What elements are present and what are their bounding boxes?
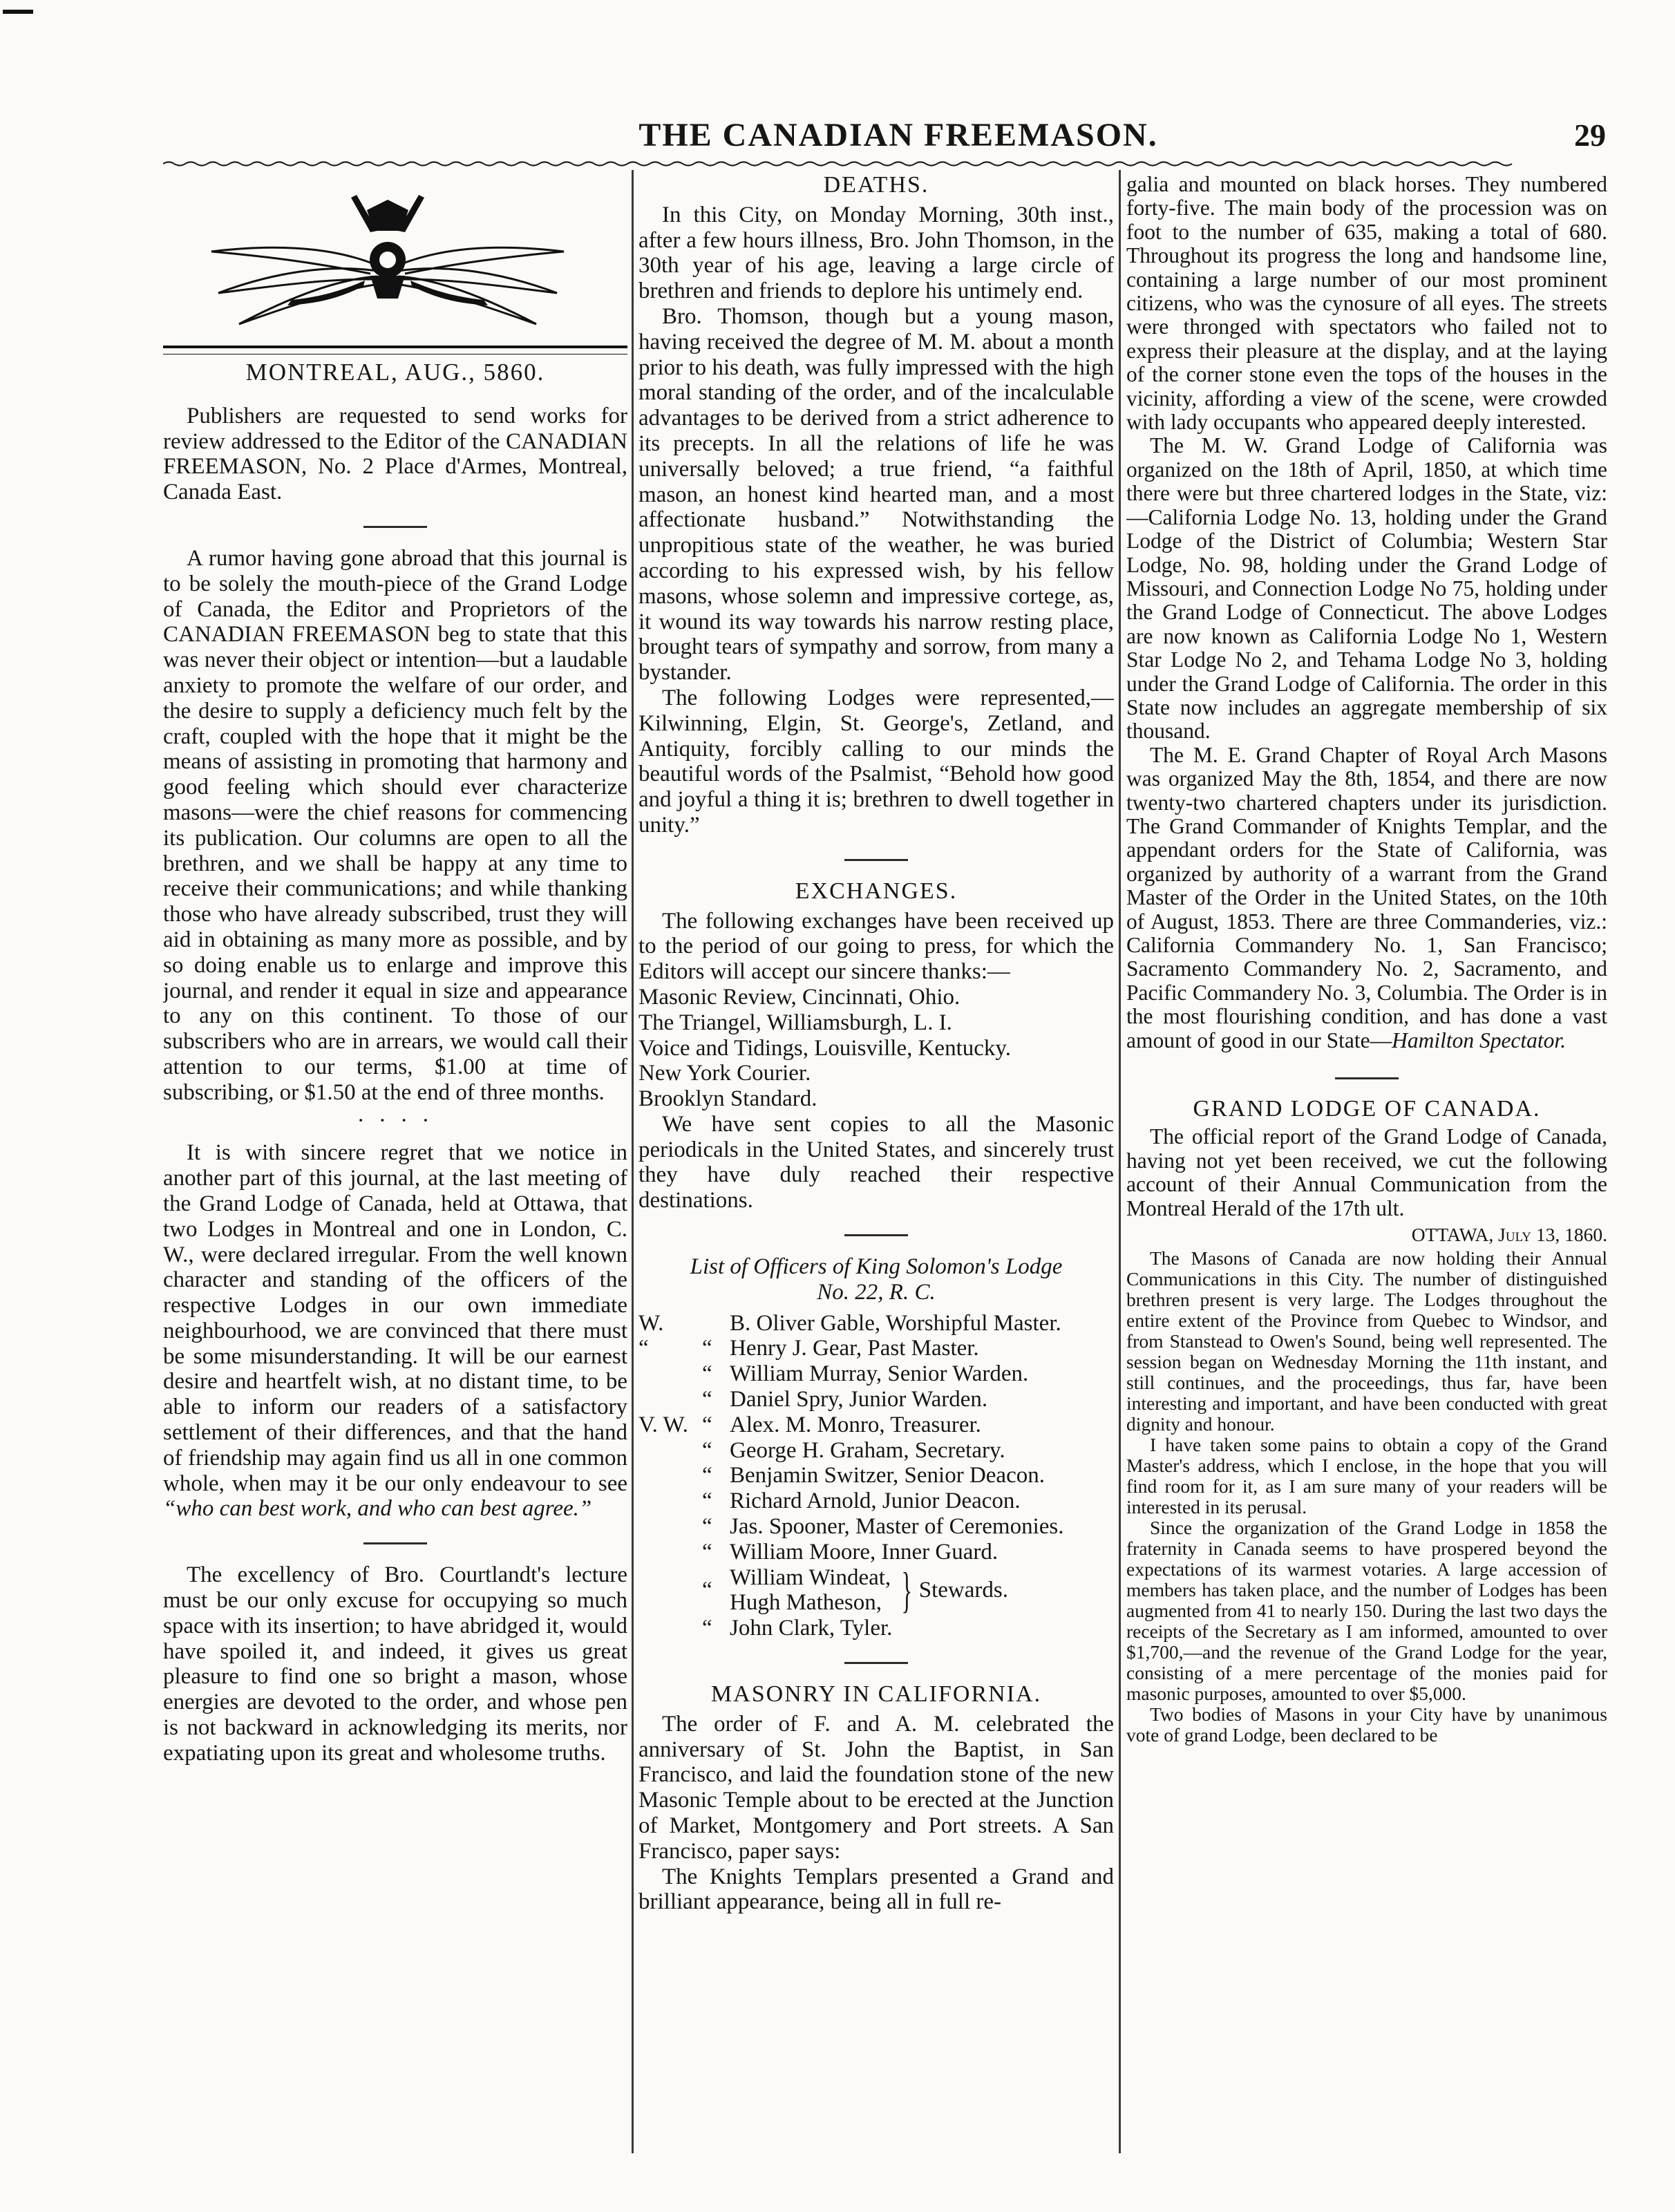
list-item [638, 1361, 1114, 1387]
list-item [638, 1412, 1114, 1438]
running-head: THE CANADIAN FREEMASON. [638, 117, 1158, 153]
letter-paragraph: The Masons of Canada are now holding their Annual Communications in this City. The number of distinguished brethren present is very large. The Lodges throughout the entire extent of the Province from Quebec to Windsor, and from Stanstead to Owen's Sound, being well represented. The session began on Wednesday Morning the 11th instant, and still continues, and the proceedings, thus far, have been interesting and important, and have been conducted with great dignity and honour. [1126, 1247, 1607, 1435]
officer-ditto: “ [702, 1616, 712, 1641]
rumor-article: A rumor having gone abroad that this journal is to be solely the mouth-piece of the Grand Lodge of Canada, the Editor and Proprietors of the CANADIAN FREEMASON beg to state that this was never their object or intention—but a laudable anxiety to promote the welfare of our order, and the desire to supply a deficiency much felt by the craft, coupled with the hope that it might be the means of assisting in promoting that harmony and good feeling which should ever characterize masons—were the chief reasons for commencing its publication. Our columns are open to all the brethren, and we shall be happy at any time to receive their communications; and while thanking those who have already subscribed, trust they will aid in obtaining as many more as possible, and by so doing enable us to enlarge and improve this journal, and render it equal in size and appearance to any on this continent. To those of our subscribers who are in arrears, we would call their attention to our terms, $1.00 at time of subscribing, or $1.50 at the end of three months. [163, 545, 627, 1105]
regret-quote: “who can best work, and who can best agree.” [163, 1496, 592, 1522]
masonry-paragraph: The Knights Templars presented a Grand and brilliant appearance, being all in full re- [638, 1864, 1114, 1915]
section-rule [363, 526, 427, 528]
officer-ditto: “ [702, 1412, 712, 1437]
deaths-heading: DEATHS. [823, 173, 929, 198]
officer-name: Hugh Matheson, [730, 1590, 882, 1616]
list-item [638, 1488, 1114, 1514]
section-rule [363, 1542, 427, 1544]
page-number: 29 [1574, 117, 1606, 153]
deaths-paragraph: The following Lodges were represented,—Kilwinning, Elgin, St. George's, Zetland, and Antiquity, forcibly calling to our minds the beautiful words of the Psalmist, “Behold how good and joyful a thing it is; brethren to dwell together in unity.” [638, 685, 1114, 838]
officer-name: Jas. Spooner, Master of Ceremonies. [730, 1514, 1064, 1540]
officers-list [638, 1311, 1114, 1641]
exchanges-list [638, 985, 1114, 1112]
officer-name: B. Oliver Gable, Worshipful Master. [730, 1310, 1061, 1336]
list-item [638, 1438, 1114, 1464]
list-item [638, 1514, 1114, 1540]
officer-ditto: “ [702, 1539, 712, 1565]
masonry-paragraph: The order of F. and A. M. celebrated the anniversary of St. John the Baptist, in San Francisco, and laid the foundation stone of the new Masonic Temple about to be erected at the Junction of Market, Montgomery and Port streets. A San Francisco, paper says: [638, 1711, 1114, 1864]
officer-ditto: “ [702, 1361, 712, 1387]
letter-paragraph: Two bodies of Masons in your City have by unanimous vote of grand Lodge, been declared to be [1126, 1703, 1607, 1746]
list-item [638, 1616, 1114, 1641]
list-item [638, 1463, 1114, 1488]
list-item: Brooklyn Standard. [638, 1086, 817, 1112]
column-divider [1119, 170, 1121, 2153]
exchanges-heading: EXCHANGES. [795, 878, 958, 904]
lecture-note: The excellency of Bro. Courtlandt's lecture must be our only excuse for occupying so much space with its insertion; to have abridged it, would have spoiled it, and indeed, it gives us great pleasure to find one so bright a mason, whose energies are devoted to the order, and whose pen is not backward in acknowledging its merits, nor expatiating upon its great and wholesome truths. [163, 1562, 627, 1766]
letter-paragraph: I have taken some pains to obtain a copy of the Grand Master's address, which I enclose, in the hope that you will find room for it, as I am sure many of your readers will be interested in its perusal. [1126, 1434, 1607, 1518]
exchanges-intro: The following exchanges have been received up to the period of our going to press, for which the Editors will accept our sincere thanks:— [638, 908, 1114, 985]
masonry-continued: galia and mounted on black horses. They numbered forty-five. The main body of the procession was on foot to the number of 635, making a total of 680. Throughout its progress the long and handsome line, containing a large number of our most prominent citizens, who was the cynosure of all eyes. The streets were thronged with spectators who failed not to express their pleasure at the display, and at the laying of the corner stone even the tops of the houses in the vicinity, affording a view of the scene, were crowded with lady occupants who appeared deeply interested. [1126, 173, 1607, 435]
page-edge-mark [3, 10, 33, 14]
grand-lodge-intro: The official report of the Grand Lodge of Canada, having not yet been received, we cut the following account of their Annual Communication from the Montreal Herald of the 17th ult. [1126, 1124, 1607, 1220]
officer-ditto: “ [702, 1488, 712, 1514]
masonry-continued: The M. W. Grand Lodge of California was organized on the 18th of April, 1850, at which time there were but three chartered lodges in the State, viz:—California Lodge No. 13, holding under the Grand Lodge of the District of Columbia; Western Star Lodge, No. 98, holding under the Grand Lodge of Missouri, and Connection Lodge No 75, holding under the Grand Lodge of Connecticut. The above Lodges are now known as California Lodge No 1, Western Star Lodge No 2, and Tehama Lodge No 3, holding under the Grand Lodge of California. The order in this State now includes an aggregate membership of six thousand. [1126, 433, 1607, 744]
officer-rank: W. [638, 1310, 664, 1336]
list-item: The Triangel, Williamsburgh, L. I. [638, 1010, 952, 1035]
list-item [638, 1387, 1114, 1412]
letter-paragraph: Since the organization of the Grand Lodge in 1858 the fraternity in Canada seems to have prospered beyond the expectations of its warmest votaries. A large accession of members has taken place, and the number of Lodges has been augmented from 41 to nearly 150. During the last two days the receipts of the Secretary as I am informed, amounted to over $1,700,—and the revenue of the Grand Lodge for the year, consisting of a mere percentage of the monies paid for masonic purposes, amounted to over $5,000. [1126, 1517, 1607, 1705]
officer-name: George H. Graham, Secretary. [730, 1437, 1005, 1463]
officer-name: Daniel Spry, Junior Warden. [730, 1387, 988, 1412]
deaths-paragraph: In this City, on Monday Morning, 30th inst., after a few hours illness, Bro. John Thomson, in the 30th year of his age, leaving a large circle of brethren and friends to deplore his untimely end. [638, 202, 1114, 304]
officer-name: Henry J. Gear, Past Master. [730, 1336, 979, 1361]
officer-rank [638, 1438, 702, 1464]
stewards-label: Stewards. [918, 1578, 1008, 1603]
source-credit: Hamilton Spectator. [1392, 1028, 1567, 1052]
officer-name: Alex. M. Monro, Treasurer. [730, 1412, 981, 1437]
officer-rank [638, 1361, 702, 1387]
list-item [638, 1336, 1114, 1361]
officer-ditto: “ [702, 1514, 712, 1540]
grand-lodge-heading: GRAND LODGE OF CANADA. [1193, 1096, 1541, 1122]
officer-name: John Clark, Tyler. [730, 1616, 893, 1641]
officer-name: Richard Arnold, Junior Deacon. [730, 1488, 1021, 1514]
section-rule [844, 1234, 908, 1236]
officer-ditto [702, 1311, 730, 1336]
section-rule [1335, 1077, 1399, 1079]
masthead-double-rule [163, 346, 627, 355]
officer-rank [638, 1387, 702, 1412]
masonry-continued [1126, 744, 1607, 1052]
stewards-entry [638, 1562, 1114, 1618]
officer-rank [638, 1463, 702, 1488]
officer-rank [638, 1540, 702, 1565]
column-left [163, 173, 627, 2149]
officers-heading-lodge: No. 22, R. C. [817, 1279, 936, 1305]
officer-rank [638, 1488, 702, 1514]
officer-name: William Windeat, [730, 1565, 891, 1590]
section-rule [844, 1662, 908, 1664]
regret-article [163, 1140, 627, 1522]
officer-rank [638, 1514, 702, 1540]
column-divider [632, 170, 634, 2153]
masonic-emblem-icon [170, 182, 598, 341]
deaths-paragraph: Bro. Thomson, though but a young mason, having received the degree of M. M. about a month prior to his death, was fully impressed with the high moral standing of the order, and of the incalculable advantages to be derived from a strict adherence to its precepts. In all the relations of life he was universally beloved; a true friend, “a faithful mason, an honest kind hearted man, and a most affectionate husband.” Notwithstanding the unpropitious state of the weather, he was buried according to his expressed wish, by his fellow masons, whose solemn and impressive cortege, as, it wound its way towards his narrow resting place, brought tears of sympathy and sorrow, from many a bystander. [638, 303, 1114, 686]
stewards-names [730, 1565, 891, 1616]
brace-icon: } [901, 1562, 913, 1618]
officer-ditto: “ [702, 1387, 712, 1412]
officer-name: William Moore, Inner Guard. [730, 1539, 999, 1565]
publishers-note: Publishers are requested to send works for review addressed to the Editor of the CANADIAN FREEMASON, No. 2 Place d'Armes, Montreal, Canada East. [163, 403, 627, 505]
header-wavy-rule [163, 160, 1609, 167]
officer-rank: “ [638, 1336, 649, 1361]
officers-heading: List of Officers of King Solomon's Lodge [690, 1254, 1063, 1280]
exchanges-outro: We have sent copies to all the Masonic periodicals in the United States, and sincerely trust they have duly reached their respective destinations. [638, 1111, 1114, 1213]
dotted-separator: · · · · [357, 1108, 434, 1133]
column-middle [638, 173, 1114, 2149]
officer-ditto: “ [702, 1578, 712, 1603]
list-item [638, 1311, 1114, 1336]
officer-rank: V. W. [638, 1412, 688, 1437]
officer-ditto: “ [702, 1437, 712, 1463]
list-item [638, 1540, 1114, 1565]
section-rule [844, 859, 908, 861]
officer-name: William Murray, Senior Warden. [730, 1361, 1029, 1387]
grand-lodge-letter [1126, 1225, 1607, 1746]
list-item: New York Courier. [638, 1061, 811, 1086]
officer-name: Benjamin Switzer, Senior Deacon. [730, 1463, 1045, 1488]
masonry-continued-text: The M. E. Grand Chapter of Royal Arch Masons was organized May the 8th, 1854, and there are now twenty-two chartered chapters under its jurisdiction. The Grand Commander of Knights Templar, and the appendant orders for the State of California, was organized by authority of a warrant from the Grand Master of the Order in the United States, on the 10th of August, 1853. There are three Commanderies, viz.: California Commandery No. 1, San Francisco; Sacramento Commandery No. 2, Sacramento, and Pacific Commandery No. 3, Columbia. The Order is in the most flourishing condition, and has done a vast amount of good in our State— [1126, 742, 1607, 1052]
issue-dateline: MONTREAL, AUG., 5860. [245, 359, 545, 386]
letter-dateline: OTTAWA, July 13, 1860. [1411, 1224, 1607, 1246]
officer-ditto: “ [702, 1336, 712, 1361]
column-right [1126, 173, 1607, 2149]
list-item: Voice and Tidings, Louisville, Kentucky. [638, 1035, 1011, 1061]
masonry-heading: MASONRY IN CALIFORNIA. [710, 1681, 1042, 1708]
list-item: Masonic Review, Cincinnati, Ohio. [638, 984, 960, 1010]
regret-text: It is with sincere regret that we notice in another part of this journal, at the last meeting of the Grand Lodge of Canada, held at Ottawa, that two Lodges in Montreal and one in London, C. W., were declared irregular. From the well known character and standing of the officers of the respective Lodges in our own immediate neighbourhood, we are convinced that there must be some misunderstanding. It will be our earnest desire and heartfelt wish, at no distant time, to be able to inform our readers of a satisfactory settlement of their differences, and that the hand of friendship may again find us all in one common whole, when may it be our only endeavour to see [163, 1140, 627, 1496]
officer-ditto: “ [702, 1463, 712, 1488]
